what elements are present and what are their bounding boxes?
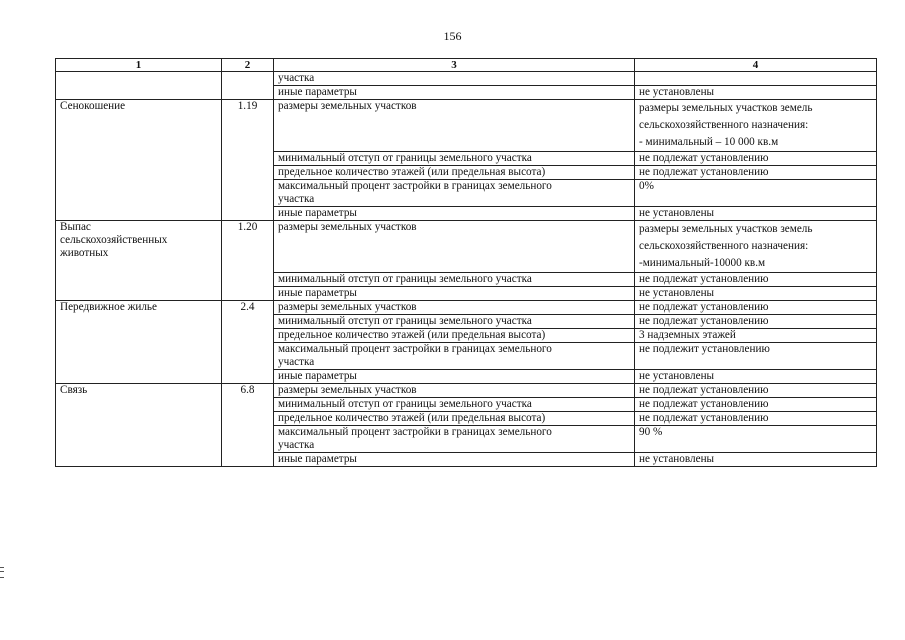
use-type-cell: Сенокошение	[56, 100, 222, 221]
value-cell: не подлежат установлению	[635, 152, 877, 166]
param-cell: размеры земельных участков	[274, 100, 635, 152]
use-type-cell	[56, 72, 222, 100]
header-row	[56, 59, 877, 72]
param-cell: минимальный отступ от границы земельного участка	[274, 315, 635, 329]
value-cell	[635, 72, 877, 86]
value-line: - минимальный – 10 000 кв.м	[639, 136, 779, 148]
page-number: 156	[443, 29, 462, 43]
param-cell	[274, 343, 635, 370]
value-cell	[635, 100, 877, 152]
use-code-cell: 2.4	[222, 301, 274, 384]
table-row	[56, 301, 877, 315]
param-cell: иные параметры	[274, 207, 635, 221]
use-code-cell	[222, 72, 274, 100]
value-cell: не установлены	[635, 287, 877, 301]
table-row	[56, 72, 877, 86]
table-row	[56, 100, 877, 152]
use-code-cell: 6.8	[222, 384, 274, 467]
value-cell: не установлены	[635, 86, 877, 100]
use-type-line: сельскохозяйственных	[60, 234, 168, 246]
param-cell: предельное количество этажей (или предельная высота)	[274, 329, 635, 343]
param-cell: иные параметры	[274, 370, 635, 384]
use-code-cell: 1.19	[222, 100, 274, 221]
param-cell	[274, 180, 635, 207]
param-cell: минимальный отступ от границы земельного участка	[274, 398, 635, 412]
param-cell: иные параметры	[274, 86, 635, 100]
value-cell: 0%	[635, 180, 877, 207]
value-cell: не подлежат установлению	[635, 273, 877, 287]
value-cell	[635, 221, 877, 273]
value-cell: не установлены	[635, 453, 877, 467]
value-cell: не установлены	[635, 370, 877, 384]
use-type-cell: Передвижное жилье	[56, 301, 222, 384]
param-line: максимальный процент застройки в границах земельного	[278, 343, 552, 355]
param-line: максимальный процент застройки в границах земельного	[278, 180, 552, 192]
param-cell: минимальный отступ от границы земельного участка	[274, 152, 635, 166]
value-cell: не подлежат установлению	[635, 315, 877, 329]
table-row	[56, 384, 877, 398]
land-use-parameters-table	[55, 58, 877, 467]
use-type-line: животных	[60, 247, 109, 259]
value-line: -минимальный-10000 кв.м	[639, 257, 766, 269]
use-type-line: Выпас	[60, 221, 91, 233]
value-cell: не подлежат установлению	[635, 301, 877, 315]
value-cell: 3 надземных этажей	[635, 329, 877, 343]
param-cell: предельное количество этажей (или предельная высота)	[274, 412, 635, 426]
scan-margin-mark	[0, 567, 4, 578]
header-col-1: 1	[56, 59, 222, 72]
value-line: размеры земельных участков земель	[639, 102, 813, 114]
header-col-2: 2	[222, 59, 274, 72]
param-cell: размеры земельных участков	[274, 221, 635, 273]
value-cell: не подлежат установлению	[635, 398, 877, 412]
param-line: максимальный процент застройки в границах земельного	[278, 426, 552, 438]
value-cell: не подлежат установлению	[635, 412, 877, 426]
use-type-cell	[56, 221, 222, 301]
param-cell: иные параметры	[274, 453, 635, 467]
use-code-cell: 1.20	[222, 221, 274, 301]
header-col-4: 4	[635, 59, 877, 72]
param-cell: минимальный отступ от границы земельного участка	[274, 273, 635, 287]
param-cell: участка	[274, 72, 635, 86]
value-line: сельскохозяйственного назначения:	[639, 240, 809, 252]
param-cell: размеры земельных участков	[274, 384, 635, 398]
table-row	[56, 221, 877, 273]
value-cell: 90 %	[635, 426, 877, 453]
value-cell: не подлежат установлению	[635, 166, 877, 180]
value-cell: не установлены	[635, 207, 877, 221]
use-type-cell: Связь	[56, 384, 222, 467]
param-cell: иные параметры	[274, 287, 635, 301]
param-cell	[274, 426, 635, 453]
param-line: участка	[278, 356, 315, 368]
param-line: участка	[278, 193, 315, 205]
param-cell: предельное количество этажей (или предельная высота)	[274, 166, 635, 180]
value-line: сельскохозяйственного назначения:	[639, 119, 809, 131]
param-cell: размеры земельных участков	[274, 301, 635, 315]
value-cell: не подлежит установлению	[635, 343, 877, 370]
param-line: участка	[278, 439, 315, 451]
header-col-3: 3	[274, 59, 635, 72]
value-line: размеры земельных участков земель	[639, 223, 813, 235]
value-cell: не подлежат установлению	[635, 384, 877, 398]
